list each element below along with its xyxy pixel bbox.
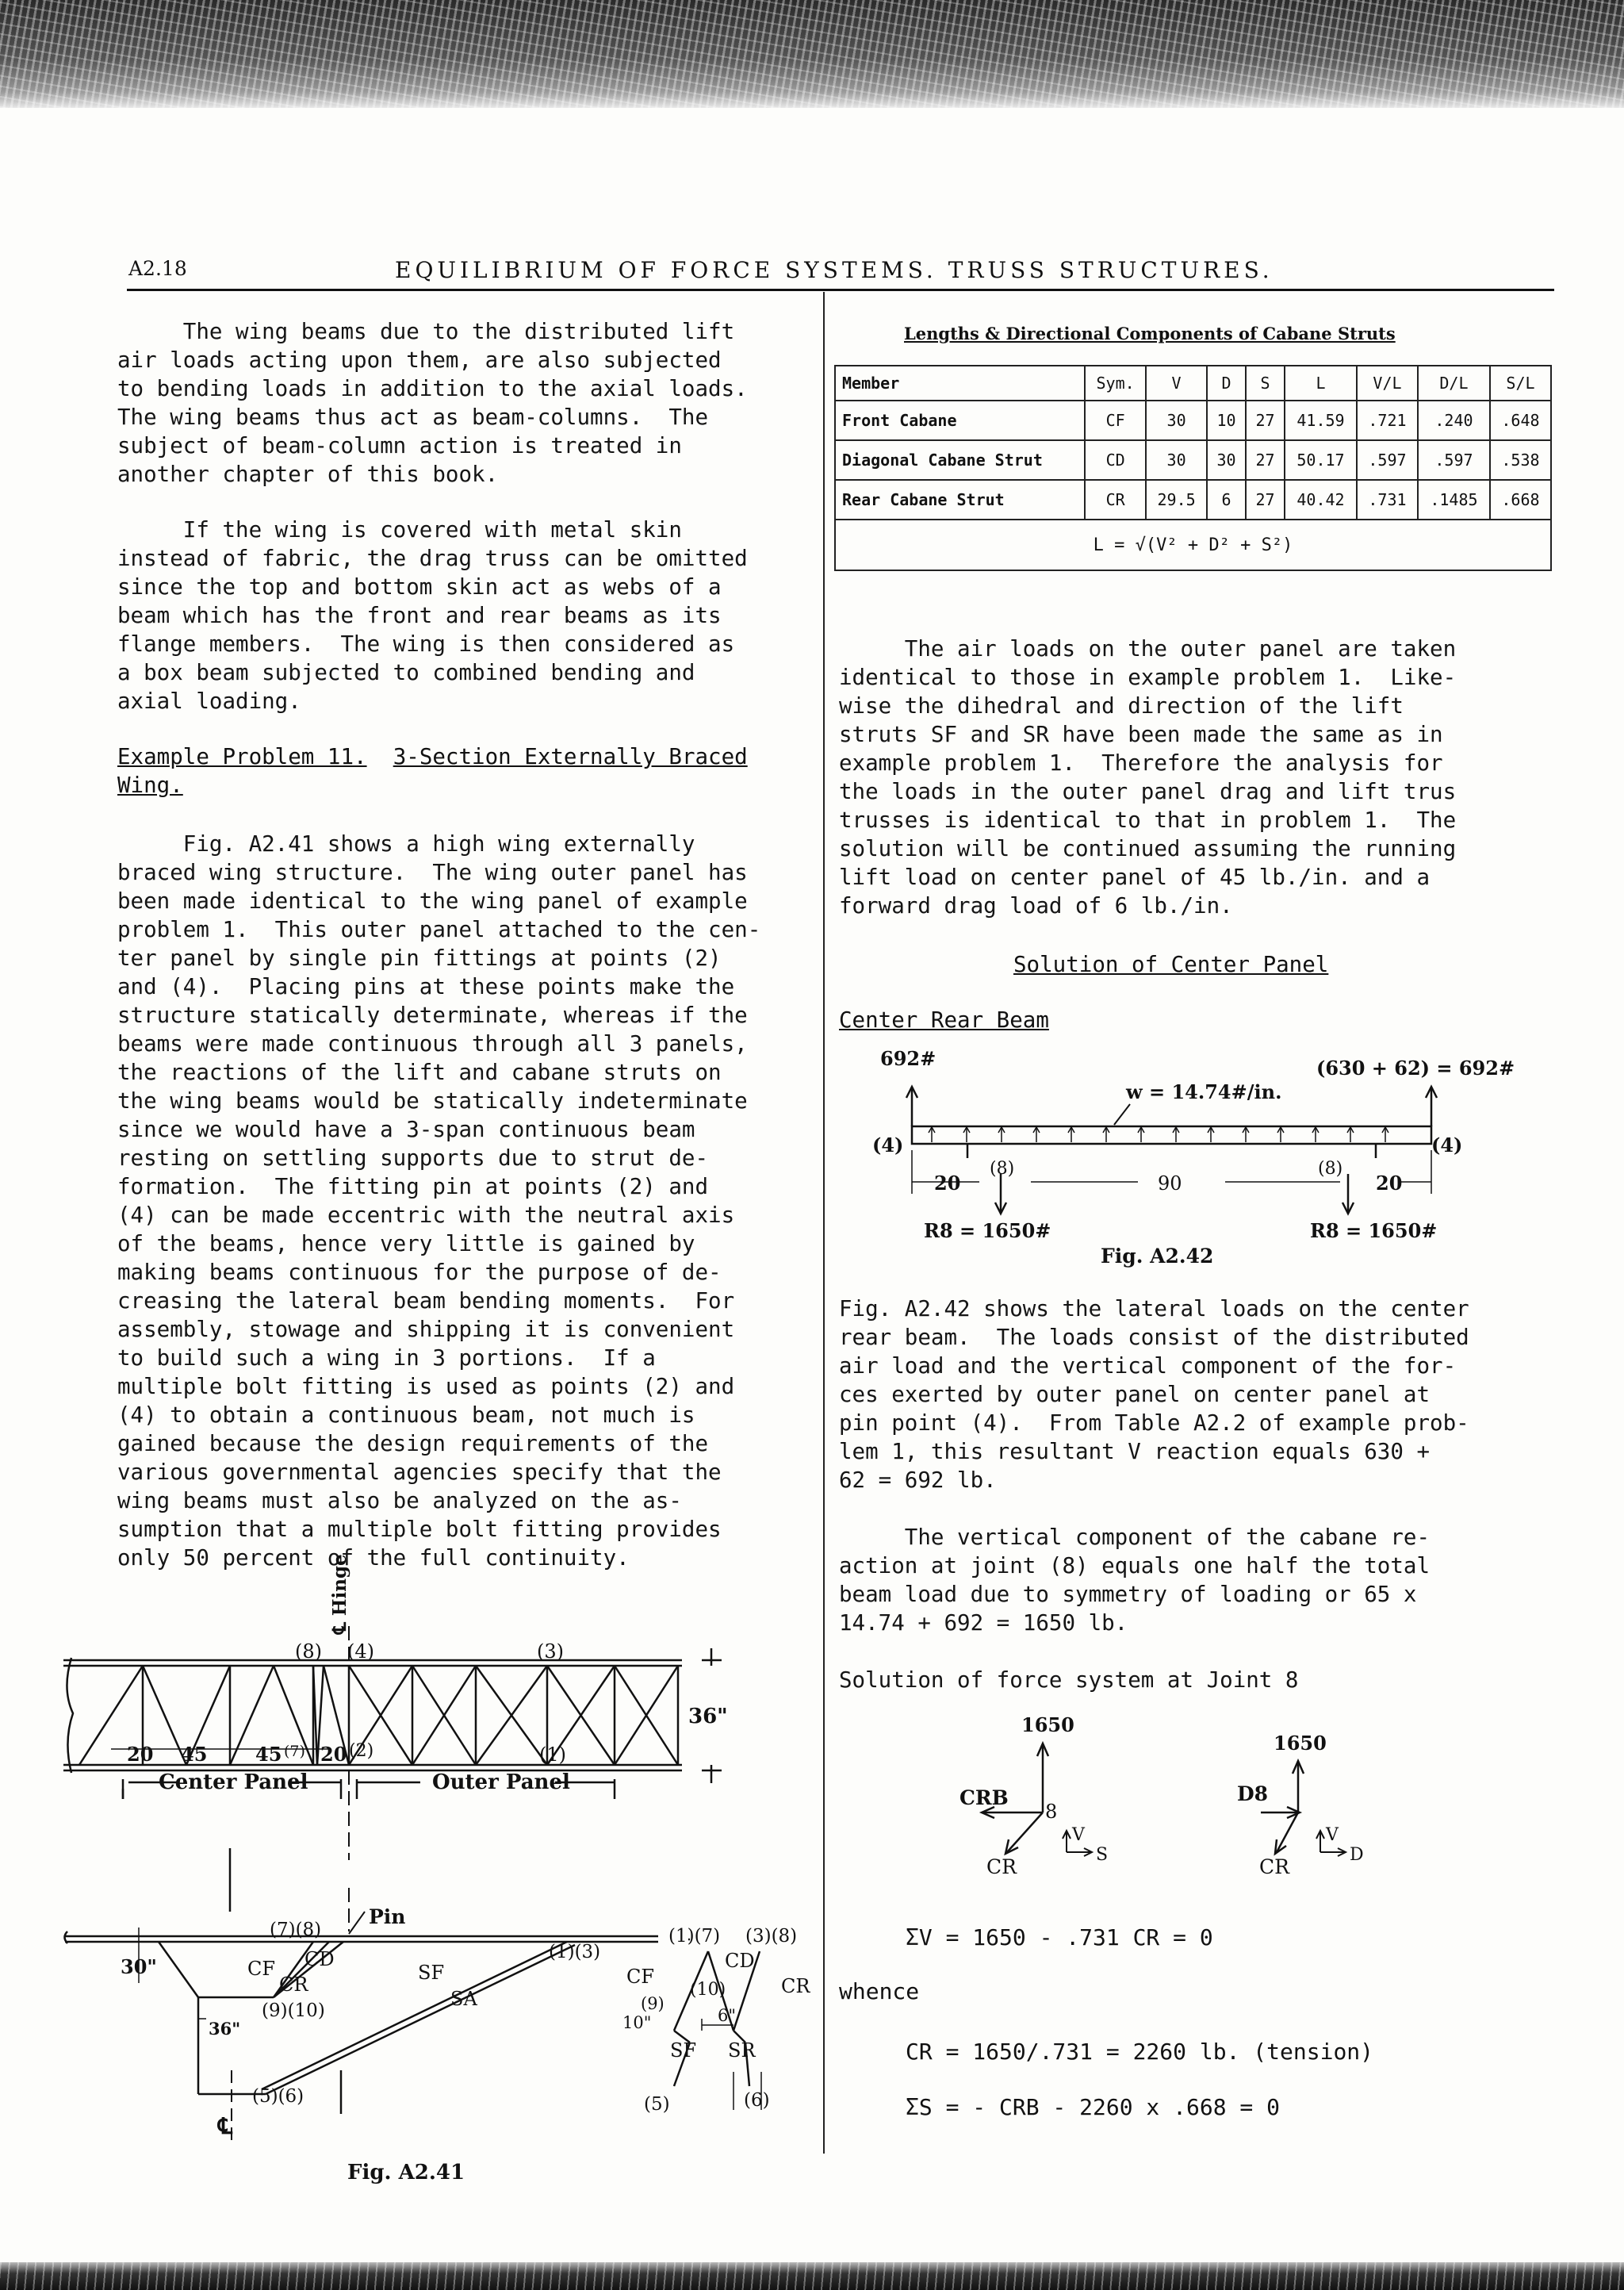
joint-left-s: S bbox=[1096, 1845, 1109, 1865]
col-header: L bbox=[1285, 366, 1357, 401]
sf-label: SF bbox=[418, 1962, 445, 1984]
col-header: V bbox=[1146, 366, 1207, 401]
joint-left-cr: CR bbox=[986, 1855, 1017, 1878]
example-title-1: 3-Section Externally Braced bbox=[393, 744, 748, 769]
point-7-label: (7) bbox=[284, 1743, 305, 1760]
table-cell: Rear Cabane Strut bbox=[835, 480, 1085, 520]
joint-left-node: 8 bbox=[1045, 1801, 1058, 1823]
table-cell: 29.5 bbox=[1146, 480, 1207, 520]
dim-6-label: 6" bbox=[718, 2006, 737, 2025]
right-paragraph-1: The air loads on the outer panel are taken identical to those in example problem 1. Like- wise the dihedral and direction of the lift struts SF and SR have been made the same as in example problem 1. Therefore the analysis for the loads in the outer panel drag and lift trus trusses is identical to that in problem 1. The solution will be continued assuming the running lift load on center panel of 45 lb./in. and a forward drag load of 6 lb./in. bbox=[839, 636, 1457, 919]
right-paragraph-3: The vertical component of the cabane re- action at joint (8) equals one half the total beam load due to symmetry of loading or 65 x 14.74 + 692 = 1650 lb. bbox=[839, 1525, 1431, 1636]
dim-20-right-label: 20 bbox=[1376, 1172, 1403, 1195]
cf-label: CF bbox=[247, 1958, 276, 1980]
cl-label: ℄ bbox=[218, 2113, 232, 2139]
table-cell: .597 bbox=[1357, 440, 1418, 480]
col-header: S/L bbox=[1490, 366, 1551, 401]
col-header: D/L bbox=[1418, 366, 1490, 401]
point-2-label: (2) bbox=[349, 1741, 374, 1761]
table-cell: 40.42 bbox=[1285, 480, 1357, 520]
col-header: Member bbox=[835, 366, 1085, 401]
page-number: A2.18 bbox=[128, 257, 187, 280]
joint-heading: Solution of force system at Joint 8 bbox=[839, 1667, 1299, 1693]
table-cell: 27 bbox=[1246, 480, 1285, 520]
example-title-2: Wing. bbox=[117, 773, 183, 798]
table-cell: 6 bbox=[1207, 480, 1246, 520]
point-5-label: (5) bbox=[644, 2094, 670, 2115]
reaction-left-label: R8 = 1650# bbox=[924, 1219, 1051, 1242]
side-sr-label: SR bbox=[728, 2039, 756, 2062]
joint-right-1650: 1650 bbox=[1274, 1732, 1327, 1755]
point-8-left-label: (8) bbox=[990, 1159, 1015, 1179]
reaction-right-label: R8 = 1650# bbox=[1310, 1219, 1438, 1242]
joint-right-labels bbox=[1237, 1732, 1364, 1878]
fig-a2-41-caption: Fig. A2.41 bbox=[347, 2161, 465, 2185]
joint-left-labels bbox=[959, 1713, 1108, 1878]
table-title: Lengths & Directional Components of Cabane Struts bbox=[904, 324, 1396, 343]
dim-36-label: 36" bbox=[209, 2019, 241, 2039]
col-header: S bbox=[1246, 366, 1285, 401]
point-1-label: (1) bbox=[539, 1743, 566, 1766]
length-formula: L = √(V² + D² + S²) bbox=[835, 520, 1551, 570]
equation-sum-s: ΣS = - CRB - 2260 x .668 = 0 bbox=[906, 2094, 1281, 2120]
point-3-label: (3) bbox=[537, 1640, 564, 1663]
joint-left-v: V bbox=[1072, 1825, 1085, 1845]
point-78-label: (7)(8) bbox=[270, 1920, 322, 1940]
joint-right-cr: CR bbox=[1259, 1855, 1289, 1878]
table-cell: .648 bbox=[1490, 401, 1551, 440]
dim-20b-label: 20 bbox=[320, 1743, 347, 1766]
point-10-label: (10) bbox=[690, 1980, 726, 2000]
right-paragraph-2: Fig. A2.42 shows the lateral loads on the center rear beam. The loads consist of the distributed air load and the vertical component of the for- ces exerted by outer panel on center panel at pin point (4). From Table A2.2 of example prob- lem 1, this resultant V reaction equals 630 + 62 = 692 lb. bbox=[839, 1296, 1469, 1493]
point-8-right-label: (8) bbox=[1318, 1159, 1343, 1179]
fig-a2-42-caption: Fig. A2.42 bbox=[1101, 1245, 1214, 1268]
table-cell: 50.17 bbox=[1285, 440, 1357, 480]
joint-right-d8: D8 bbox=[1237, 1782, 1269, 1805]
point-17-label: (1)(7) bbox=[668, 1926, 721, 1947]
joint-left-1650: 1650 bbox=[1021, 1713, 1074, 1736]
dim-45a-label: 45 bbox=[181, 1743, 208, 1766]
pin-label: Pin bbox=[369, 1905, 406, 1928]
table-cell: CF bbox=[1085, 401, 1146, 440]
table-cell: 30 bbox=[1146, 401, 1207, 440]
dim-90-label: 90 bbox=[1158, 1172, 1182, 1195]
example-label: Example Problem 11. bbox=[117, 744, 367, 769]
whence-label: whence bbox=[839, 1978, 920, 2004]
cl-hinge-label: ℄ Hinge bbox=[329, 1554, 350, 1634]
col-header: V/L bbox=[1357, 366, 1418, 401]
w-label: w = 14.74#/in. bbox=[1126, 1080, 1282, 1103]
table-cell: Diagonal Cabane Strut bbox=[835, 440, 1085, 480]
load-right-label: (630 + 62) = 692# bbox=[1316, 1057, 1515, 1080]
table-cell: CR bbox=[1085, 480, 1146, 520]
point-56-label: (5)(6) bbox=[252, 2086, 304, 2107]
table-cell: .731 bbox=[1357, 480, 1418, 520]
point-4-label: (4) bbox=[347, 1640, 374, 1663]
table-cell: .240 bbox=[1418, 401, 1490, 440]
table-cell: .538 bbox=[1490, 440, 1551, 480]
dim-20a-label: 20 bbox=[127, 1743, 154, 1766]
point-910-label: (9)(10) bbox=[262, 2000, 325, 2021]
end-left-label: (4) bbox=[872, 1133, 904, 1157]
point-9-label: (9) bbox=[641, 1994, 665, 2013]
table-cell: 30 bbox=[1207, 440, 1246, 480]
left-paragraph-3: Fig. A2.41 shows a high wing externally braced wing structure. The wing outer panel has been made identical to the wing panel of example problem 1. This outer panel attached to the cen- ter panel by single pin fittings at points (2) and (4). Placing pins at these points make the structure statically determinate, whereas if the beams were made continuous through all 3 panels, the reactions of the lift and cabane struts on the wing beams would be statically indeterminate since we would have a 3-span continuous beam resting on settling supports due to strut de- formation. The fitting pin at points (2) and (4) can be made eccentric with the neutral axis of the beams, hence very little is gained by making beams continuous for the purpose of de- creasing the lateral beam bending moments. For assembly, stowage and shipping it is convenient to build such a wing in 3 portions. If a multiple bolt fitting is used as points (2) and (4) to obtain a continuous beam, not much is gained because the design requirements of the various governmental agencies specify that the wing beams must also be analyzed on the as- sumption that a multiple bolt fitting provides only 50 percent of the full continuity. bbox=[117, 831, 761, 1571]
side-cd-label: CD bbox=[725, 1950, 755, 1972]
cr-label: CR bbox=[279, 1974, 308, 1996]
joint-right-d: D bbox=[1350, 1845, 1364, 1865]
table-cell: CD bbox=[1085, 440, 1146, 480]
equation-cr: CR = 1650/.731 = 2260 lb. (tension) bbox=[906, 2039, 1374, 2065]
dim-10-label: 10" bbox=[622, 2013, 652, 2032]
load-left-label: 692# bbox=[880, 1047, 936, 1070]
table-cell: 10 bbox=[1207, 401, 1246, 440]
solution-heading: Solution of Center Panel bbox=[1013, 952, 1329, 977]
table-cell: .668 bbox=[1490, 480, 1551, 520]
table-cell: 27 bbox=[1246, 401, 1285, 440]
table-cell: .1485 bbox=[1418, 480, 1490, 520]
outer-panel-label: Outer Panel bbox=[432, 1770, 570, 1794]
dim-45b-label: 45 bbox=[255, 1743, 282, 1766]
table-cell: 30 bbox=[1146, 440, 1207, 480]
dim-30-label: 30" bbox=[121, 1955, 157, 1978]
point-8-label: (8) bbox=[295, 1640, 322, 1663]
equation-sum-v: ΣV = 1650 - .731 CR = 0 bbox=[906, 1924, 1213, 1951]
table-cell: .721 bbox=[1357, 401, 1418, 440]
depth-label: 36" bbox=[688, 1705, 728, 1728]
side-cf-label: CF bbox=[626, 1966, 655, 1988]
center-panel-label: Center Panel bbox=[159, 1770, 308, 1794]
table-cell: 41.59 bbox=[1285, 401, 1357, 440]
running-title: EQUILIBRIUM OF FORCE SYSTEMS. TRUSS STRUCTURES. bbox=[395, 257, 1274, 283]
center-rear-beam-heading: Center Rear Beam bbox=[839, 1007, 1049, 1033]
sa-label: SA bbox=[450, 1988, 477, 2010]
left-paragraph-1: The wing beams due to the distributed lift air loads acting upon them, are also subjected to bending loads in addition to the axial loads. The wing beams thus act as beam-columns. The subject of beam-column action is treated in another chapter of this book. bbox=[117, 319, 748, 487]
force-cr bbox=[1007, 1812, 1043, 1852]
col-header: D bbox=[1207, 366, 1246, 401]
point-38-label: (3)(8) bbox=[745, 1926, 798, 1947]
table-cell: 27 bbox=[1246, 440, 1285, 480]
dim-20-left-label: 20 bbox=[934, 1172, 961, 1195]
point-13-label: (1)(3) bbox=[549, 1942, 601, 1962]
side-cr-label: CR bbox=[781, 1975, 810, 1997]
point-6-label: (6) bbox=[744, 2090, 770, 2111]
joint-right-v: V bbox=[1326, 1825, 1339, 1845]
joint-left-crb: CRB bbox=[959, 1786, 1009, 1809]
cd-label: CD bbox=[304, 1948, 335, 1970]
table-cell: .597 bbox=[1418, 440, 1490, 480]
left-paragraph-2: If the wing is covered with metal skin instead of fabric, the drag truss can be omitted since the top and bottom skin act as webs of a beam which has the front and rear beams as its flange members. The wing is then considered as a box beam subjected to combined bending and axial loading. bbox=[117, 517, 748, 714]
col-header: Sym. bbox=[1085, 366, 1146, 401]
table-cell: Front Cabane bbox=[835, 401, 1085, 440]
end-right-label: (4) bbox=[1431, 1133, 1463, 1157]
side-sf-label: SF bbox=[670, 2039, 697, 2062]
